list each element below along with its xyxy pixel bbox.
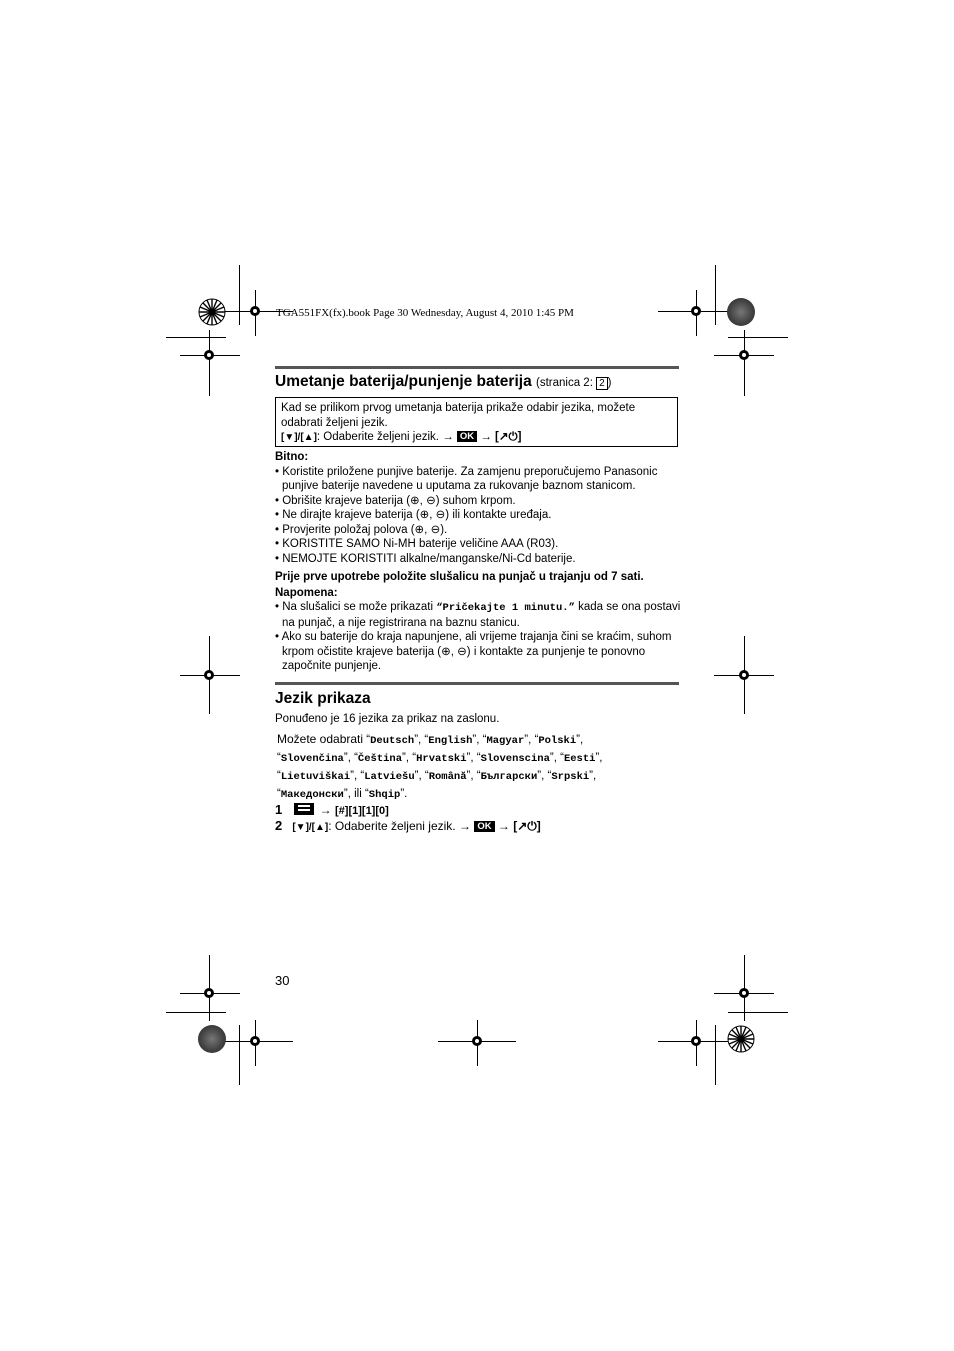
registration-mark-icon	[469, 1033, 485, 1049]
box-instruction-line: [▼]/[▲]: Odaberite željeni jezik. → OK → [↗⏻]	[281, 431, 522, 443]
list-item: • Obrišite krajeve baterija (⊕, ⊖) suhom krpom.	[275, 494, 516, 507]
section-divider	[275, 366, 679, 369]
important-label: Bitno:	[275, 451, 309, 463]
page-number: 30	[275, 973, 290, 988]
language-option: Hrvatski	[416, 753, 467, 765]
registration-mark-icon	[736, 667, 752, 683]
language-option: Македонски	[280, 789, 344, 801]
registration-mark-icon	[201, 347, 217, 363]
language-option: Eesti	[563, 753, 596, 765]
list-item: • Ne dirajte krajeve baterija (⊕, ⊖) ili kontakte uređaja.	[275, 509, 552, 521]
gray-target-icon	[198, 1025, 226, 1053]
starburst-target-icon	[727, 1025, 755, 1053]
menu-key-icon	[294, 803, 314, 815]
list-item: • Na slušalici se može prikazati “Pričekajte 1 minutu.” kada se ona postavi na punjač, a nije registrirana na baznu stanicu.	[275, 601, 681, 629]
box-text: Kad se prilikom prvog umetanja baterija prikaže odabir jezika, možete odabrati željeni jezik.	[281, 402, 636, 429]
navigator-keys: [▼]/[▲]	[281, 432, 317, 443]
display-message: “Pričekajte 1 minutu.”	[436, 602, 575, 614]
gray-target-icon	[727, 298, 755, 326]
page-ref: (stranica 2:	[536, 377, 593, 389]
starburst-target-icon	[198, 298, 226, 326]
list-item: • Provjerite položaj polova (⊕, ⊖).	[275, 523, 448, 536]
registration-mark-icon	[736, 347, 752, 363]
section-divider	[275, 682, 679, 685]
language-list: Možete odabrati “Deutsch”, “English”, “Magyar”, “Polski”, “Slovenčina”, “Čeština”, “Hrvatski”, “Slovenscina”, “Eesti”, “Lietuviškai”, “Latviešu”, “Română”, “Български”, “Srpski”, “Македонски”, ili “Shqip”.	[277, 732, 603, 801]
section-title: Jezik prikaza	[275, 690, 371, 707]
step-number: 2	[275, 818, 283, 833]
file-info-header: TGA551FX(fx).book Page 30 Wednesday, August 4, 2010 1:45 PM	[276, 307, 574, 319]
list-item: • Ako su baterije do kraja napunjene, ali vrijeme trajanja čini se kraćim, suhom krpom očistite krajeve baterija (⊕, ⊖) i kontakte za punjenje te ponovno započnite punjenje.	[275, 631, 672, 672]
registration-mark-icon	[201, 985, 217, 1001]
language-option: Slovenčina	[280, 753, 344, 765]
language-option: Srpski	[551, 771, 590, 783]
off-key-icon: [↗⏻]	[513, 819, 541, 833]
important-block	[275, 450, 685, 674]
registration-mark-icon	[736, 985, 752, 1001]
note-label: Napomena:	[275, 586, 338, 599]
language-option: Slovenscina	[480, 753, 550, 765]
list-item: • KORISTITE SAMO Ni-MH baterije veličine AAA (R03).	[275, 538, 559, 550]
language-option: Română	[428, 771, 467, 783]
language-option: Shqip	[368, 789, 401, 801]
step-2: 2 [▼]/[▲]: Odaberite željeni jezik. → OK → [↗⏻]	[275, 818, 541, 833]
language-option: Magyar	[486, 735, 525, 747]
navigator-keys: [▼]/[▲]	[292, 822, 329, 833]
language-option: Polski	[538, 735, 577, 747]
section-title: Umetanje baterija/punjenje baterija (stranica 2: 2 )	[275, 373, 612, 390]
language-selection-box	[275, 397, 678, 447]
registration-mark-icon	[688, 303, 704, 319]
registration-mark-icon	[201, 667, 217, 683]
page-ref-number: 2	[596, 377, 608, 390]
list-item: • Koristite priložene punjive baterije. Za zamjenu preporučujemo Panasonic punjive baterije navedene u uputama za rukovanje baznom stanicom.	[275, 465, 658, 492]
step-1: 1 → [#][1][1][0]	[275, 802, 389, 817]
section-title-text: Umetanje baterija/punjenje baterija	[275, 373, 532, 390]
language-option: English	[428, 735, 473, 747]
charge-note: Prije prve upotrebe položite slušalicu na punjač u trajanju od 7 sati.	[275, 571, 644, 583]
list-item: • NEMOJTE KORISTITI alkalne/manganske/Ni-Cd baterije.	[275, 552, 576, 565]
registration-mark-icon	[688, 1033, 704, 1049]
intro-text: Ponuđeno je 16 jezika za prikaz na zaslonu.	[275, 713, 500, 725]
key-sequence: [#][1][1][0]	[335, 805, 389, 817]
registration-mark-icon	[247, 1033, 263, 1049]
ok-key-icon: OK	[457, 431, 477, 442]
language-option: Български	[480, 771, 538, 783]
language-option: Latviešu	[364, 771, 415, 783]
registration-mark-icon	[247, 303, 263, 319]
language-option: Lietuviškai	[280, 771, 351, 783]
step-number: 1	[275, 802, 283, 817]
off-key-icon: [↗⏻]	[495, 431, 522, 443]
ok-key-icon: OK	[474, 821, 494, 832]
language-option: Deutsch	[370, 735, 415, 747]
language-option: Čeština	[357, 753, 403, 765]
